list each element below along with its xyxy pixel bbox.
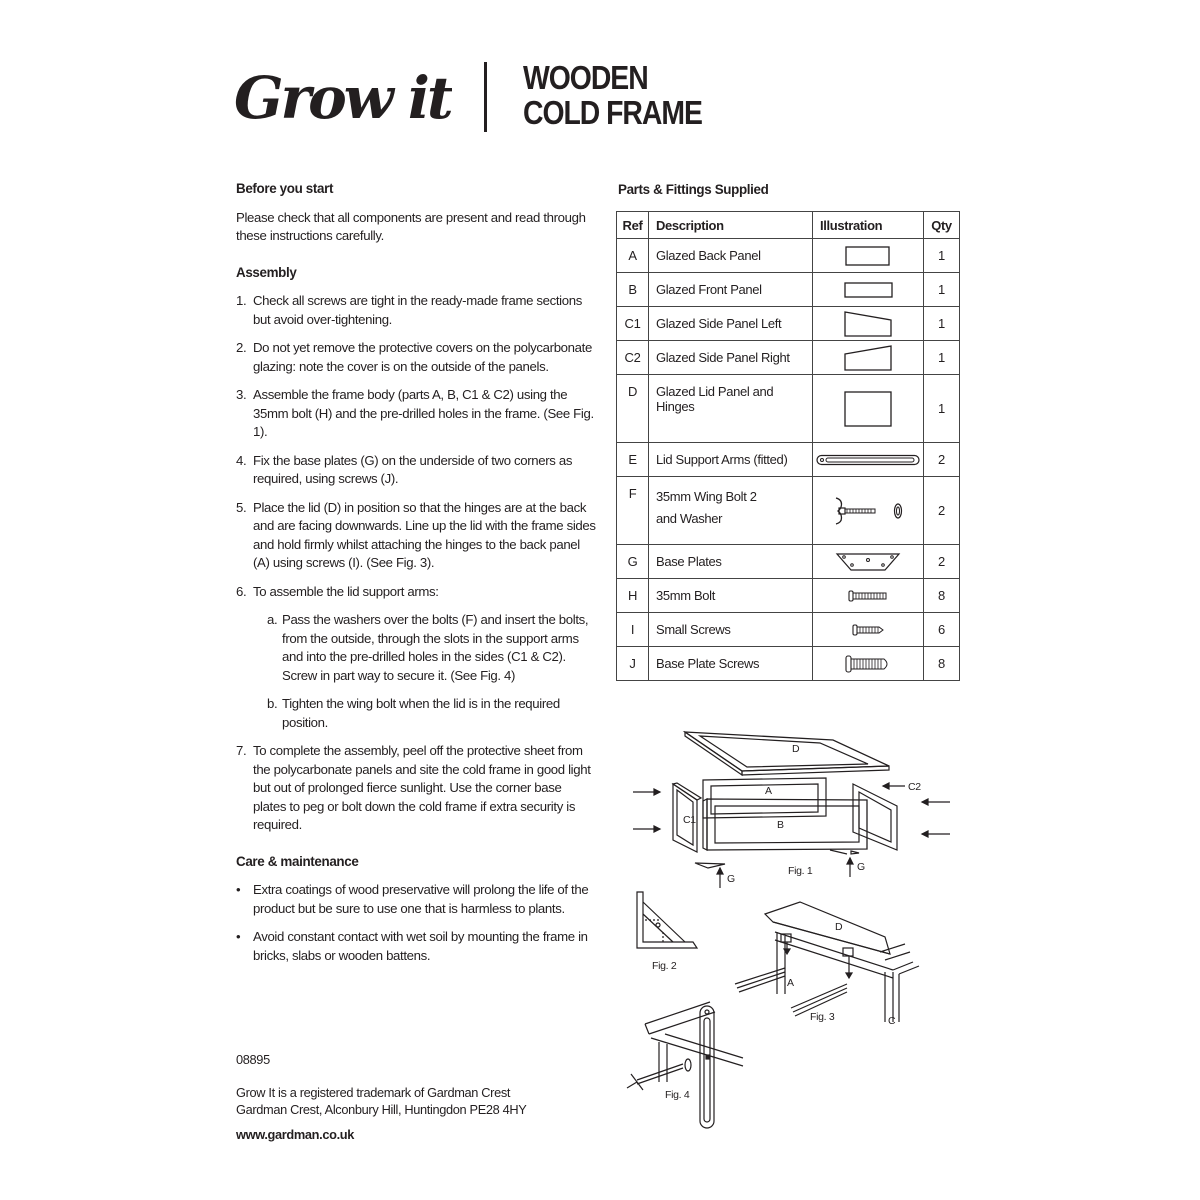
step-4: 4. Fix the base plates (G) on the underside of two corners as required, using screws (J).	[236, 452, 573, 486]
step-7: 7. To complete the assembly, peel off the protective sheet from the polycarbonate panels and site the cold frame in good light but out of prolonged fierce sunlight. Use the corner base plates to peg or bolt down the cold frame if extra security is required.	[236, 743, 591, 832]
fig-4-diagram	[627, 1002, 743, 1128]
side-panel-right-icon	[843, 344, 893, 372]
address-text: Gardman Crest, Alconbury Hill, Huntingdon PE28 4HY	[236, 1102, 527, 1117]
step-6: 6. To assemble the lid support arms: a. Pass the washers over the bolts (F) and insert the bolts, from the outside, through the slots in the support arms and into the pre-drilled holes in the sides (C1 & C2). Screw in part way to secure it. (See Fig. 4) b. Tighten the wing bolt when the lid is in the required position.	[236, 583, 596, 733]
fig-3-label-a: A	[787, 977, 794, 989]
instructions-column	[236, 180, 596, 975]
table-row: G Base Plates 2	[617, 545, 960, 579]
trademark-text: Grow It is a registered trademark of Gardman Crest	[236, 1085, 511, 1100]
fig-1-label-d: D	[792, 743, 800, 755]
assembly-figures	[615, 722, 965, 1152]
care-heading: Care & maintenance	[236, 853, 359, 869]
care-bullet: • Avoid constant contact with wet soil by mounting the frame in bricks, slabs or wooden battens.	[236, 928, 596, 965]
column-header-ref: Ref	[617, 212, 649, 239]
column-header-qty: Qty	[924, 212, 960, 239]
back-panel-icon	[845, 245, 891, 267]
product-code: 08895	[236, 1052, 270, 1067]
step-6b: b. Tighten the wing bolt when the lid is in the required position.	[267, 696, 560, 730]
assembly-steps	[236, 292, 596, 835]
title-line-1: WOODEN	[523, 59, 648, 96]
base-plate-icon	[835, 551, 901, 573]
support-arm-icon	[816, 454, 920, 466]
step-1: 1. Check all screws are tight in the ready-made frame sections but avoid over-tightening.	[236, 293, 582, 327]
step-6-text: To assemble the lid support arms:	[253, 583, 439, 599]
table-row: D Glazed Lid Panel and Hinges 1	[617, 375, 960, 443]
step-5: 5. Place the lid (D) in position so that the hinges are at the back and are facing downwards. Line up the lid with the frame sides and hold firmly whilst attaching the hinges to the back panel (A) using screws (I). (See Fig. 3).	[236, 499, 596, 570]
table-row: B Glazed Front Panel 1	[617, 273, 960, 307]
before-start-heading: Before you start	[236, 181, 334, 196]
assembly-heading: Assembly	[236, 264, 297, 280]
column-header-illustration: Illustration	[813, 212, 924, 239]
parts-table	[616, 211, 960, 681]
parts-heading: Parts & Fittings Supplied	[618, 182, 769, 197]
grow-it-logo	[232, 56, 452, 140]
fig-4-caption: Fig. 4	[665, 1089, 690, 1101]
table-row: I Small Screws 6	[617, 613, 960, 647]
bullet-icon: •	[236, 929, 241, 944]
side-panel-left-icon	[843, 310, 893, 338]
fig-1-caption: Fig. 1	[788, 865, 813, 877]
fig-2-caption: Fig. 2	[652, 960, 677, 972]
before-start-text: Please check that all components are present and read through these instructions carefully.	[236, 209, 586, 243]
table-row: C2 Glazed Side Panel Right 1	[617, 341, 960, 375]
step-6a: a. Pass the washers over the bolts (F) and insert the bolts, from the outside, through the slots in the support arms and into the pre-drilled holes in the sides (C1 & C2). Screw in part way to secure it. (See Fig. 4)	[267, 612, 589, 683]
fig-1-label-g: G	[727, 873, 735, 885]
fig-1-label-g: G	[857, 861, 865, 873]
front-panel-icon	[843, 281, 893, 299]
fig-1-label-b: B	[777, 819, 784, 831]
step-2: 2. Do not yet remove the protective covers on the polycarbonate glazing: note the cover is on the outside of the panels.	[236, 340, 592, 374]
step-3: 3. Assemble the frame body (parts A, B, C1 & C2) using the 35mm bolt (H) and the pre-drilled holes in the frame. (See Fig. 1).	[236, 387, 594, 439]
fig-2-diagram	[637, 892, 697, 948]
small-screw-icon	[851, 623, 885, 637]
fig-3-label-d: D	[835, 921, 843, 933]
table-row: J Base Plate Screws 8	[617, 647, 960, 681]
fig-1-label-c1: C1	[683, 814, 696, 826]
column-header-description: Description	[649, 212, 813, 239]
table-row: F 35mm Wing Bolt 2 and Washer 2	[617, 477, 960, 545]
title-line-2: COLD FRAME	[523, 94, 702, 131]
care-bullet: • Extra coatings of wood preservative will prolong the life of the product but be sure to use one that is harmless to plants.	[236, 881, 596, 918]
table-row: C1 Glazed Side Panel Left 1	[617, 307, 960, 341]
table-row: H 35mm Bolt 8	[617, 579, 960, 613]
lid-panel-icon	[843, 390, 893, 428]
fig-1-label-c2: C2	[908, 781, 921, 793]
header-divider	[484, 62, 487, 132]
fig-3-diagram	[735, 902, 919, 1022]
website-link[interactable]: www.gardman.co.uk	[236, 1127, 355, 1142]
page-title	[523, 60, 702, 130]
base-plate-screw-icon	[844, 654, 892, 674]
fig-3-caption: Fig. 3	[810, 1011, 835, 1023]
svg-text:Grow it: Grow it	[234, 64, 451, 132]
table-row: A Glazed Back Panel 1	[617, 239, 960, 273]
bolt-icon	[847, 589, 889, 603]
table-row: E Lid Support Arms (fitted) 2	[617, 443, 960, 477]
bullet-icon: •	[236, 882, 241, 897]
fig-1-label-a: A	[765, 785, 772, 797]
wing-bolt-icon	[828, 494, 908, 528]
table-header-row	[617, 212, 960, 239]
fig-3-label-c: C	[888, 1015, 896, 1027]
